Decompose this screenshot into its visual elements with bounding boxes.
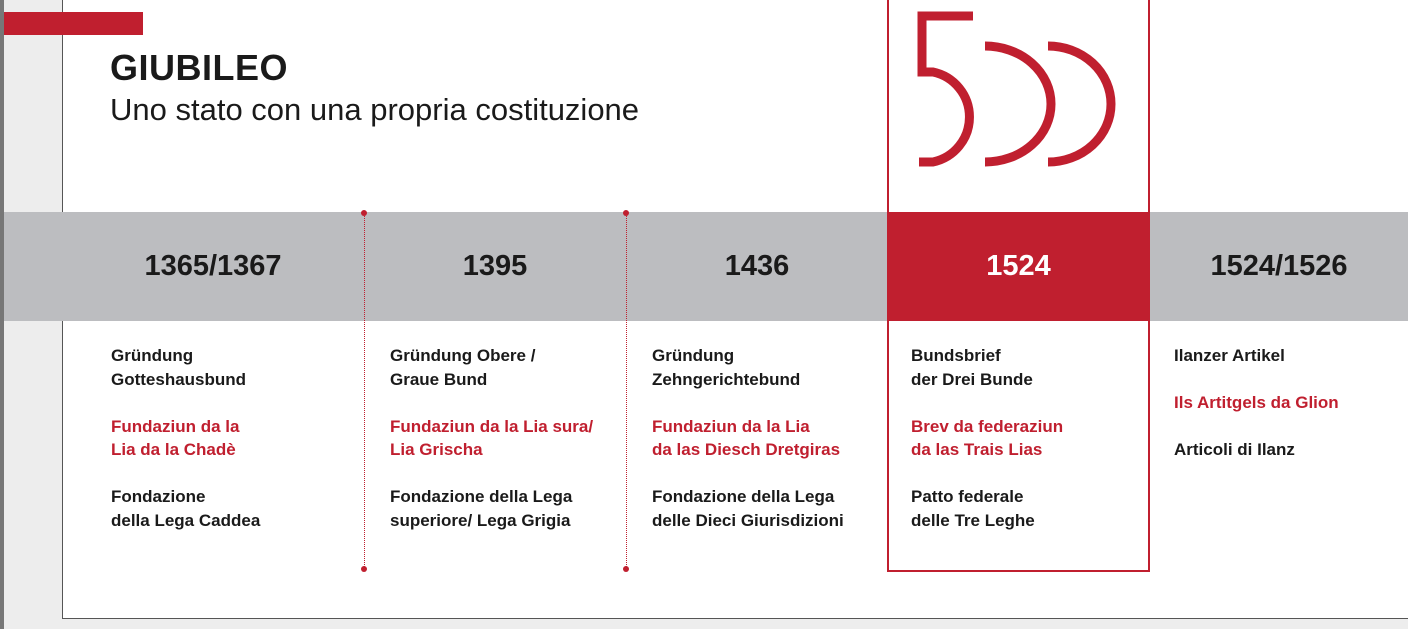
divider-dot <box>623 566 629 572</box>
entry-romansh: Ils Artitgels da Glion <box>1174 393 1339 412</box>
timeline-entry <box>652 344 844 532</box>
timeline-year: 1436 <box>724 250 790 282</box>
entry-german: Gründung Gotteshausbund <box>111 346 247 389</box>
timeline-entry-highlighted <box>911 344 1063 532</box>
timeline-divider <box>364 213 365 569</box>
entry-italian: Fondazione della Lega superiore/ Lega Grigia <box>390 487 573 530</box>
page-title: GIUBILEO <box>110 47 289 88</box>
entry-italian: Patto federale delle Tre Leghe <box>911 487 1035 530</box>
timeline-year: 1395 <box>462 250 528 282</box>
entry-german: Gründung Zehngerichtebund <box>652 346 801 389</box>
entry-romansh: Brev da federaziun da las Trais Lias <box>911 416 1064 459</box>
timeline-entry <box>1174 344 1339 462</box>
timeline-year: 1365/1367 <box>144 250 282 282</box>
divider-dot <box>623 210 629 216</box>
timeline-year: 1524/1526 <box>1210 250 1348 282</box>
timeline-year-highlighted: 1524 <box>986 250 1051 282</box>
divider-dot <box>361 566 367 572</box>
entry-romansh: Fundaziun da la Lia sura/ Lia Grischa <box>390 416 594 459</box>
entry-italian: Articoli di Ilanz <box>1174 440 1295 459</box>
entry-italian: Fondazione della Lega delle Dieci Giurisdizioni <box>652 487 844 530</box>
entry-german: Gründung Obere / Graue Bund <box>390 346 536 389</box>
divider-dot <box>361 210 367 216</box>
entry-romansh: Fundaziun da la Lia da las Diesch Dretgiras <box>652 416 841 459</box>
timeline-entry <box>111 344 260 532</box>
red-accent-tab <box>4 12 143 35</box>
timeline-divider <box>626 213 627 569</box>
timeline-entry <box>390 344 593 532</box>
entry-romansh: Fundaziun da la Lia da la Chadè <box>111 416 240 459</box>
entry-german: Ilanzer Artikel <box>1174 346 1285 365</box>
entry-italian: Fondazione della Lega Caddea <box>111 487 261 530</box>
page-subtitle: Uno stato con una propria costituzione <box>110 92 640 127</box>
entry-german: Bundsbrief der Drei Bunde <box>911 346 1033 389</box>
